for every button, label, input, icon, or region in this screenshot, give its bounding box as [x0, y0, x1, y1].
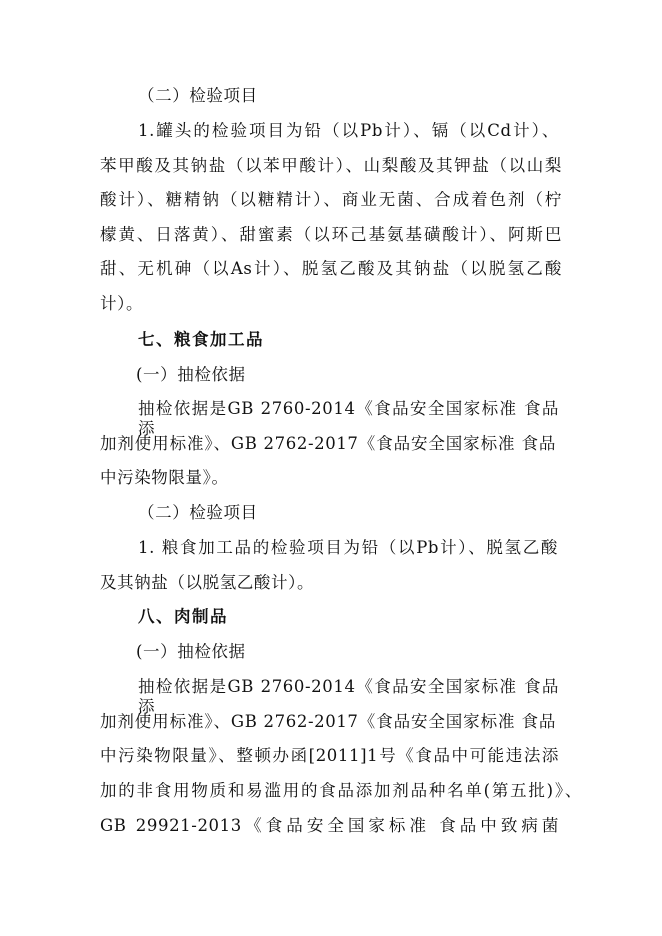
paragraph-line: 抽检依据是GB 2760-2014《食品安全国家标准 食品添 [138, 399, 559, 438]
paragraph-line: 抽检依据是GB 2760-2014《食品安全国家标准 食品添 [138, 677, 559, 716]
paragraph-line: 及其钠盐（以脱氢乙酸计）。 [100, 573, 315, 592]
paragraph-line: 加剂使用标准》、GB 2762-2017《食品安全国家标准 食品 [100, 434, 556, 453]
paragraph-line: 苯甲酸及其钠盐（以苯甲酸计）、山梨酸及其钾盐（以山梨 [100, 156, 562, 175]
section-heading-meat-products: 八、肉制品 [138, 607, 228, 626]
section-heading-grain-products: 七、粮食加工品 [138, 330, 264, 349]
paragraph-line: 1.罐头的检验项目为铅（以Pb计）、镉（以Cd计）、 [138, 121, 559, 140]
subheading-sampling-basis: (一）抽检依据 [136, 365, 246, 384]
paragraph-line: 中污染物限量》、整顿办函[2011]1号《食品中可能违法添 [100, 746, 559, 765]
paragraph-line: 中污染物限量》。 [100, 468, 229, 487]
paragraph-line: 加剂使用标准》、GB 2762-2017《食品安全国家标准 食品 [100, 712, 556, 731]
subheading-inspection-items: （二）检验项目 [138, 503, 258, 522]
paragraph-line: 1. 粮食加工品的检验项目为铅（以Pb计）、脱氢乙酸 [138, 538, 558, 557]
subheading-inspection-items: （二）检验项目 [138, 86, 258, 105]
subheading-sampling-basis: (一）抽检依据 [136, 642, 246, 661]
paragraph-line: 檬黄、日落黄）、甜蜜素（以环己基氨基磺酸计）、阿斯巴 [100, 225, 562, 244]
paragraph-line: 加的非食用物质和易滥用的食品添加剂品种名单(第五批)》、 [100, 781, 582, 800]
paragraph-line: 甜、无机砷（以As计）、脱氢乙酸及其钠盐（以脱氢乙酸 [100, 259, 562, 278]
paragraph-line: GB 29921-2013《食品安全国家标准 食品中致病菌 [100, 816, 559, 835]
paragraph-line: 计）。 [100, 294, 144, 313]
paragraph-line: 酸计）、糖精钠（以糖精计）、商业无菌、合成着色剂（柠 [100, 190, 562, 209]
